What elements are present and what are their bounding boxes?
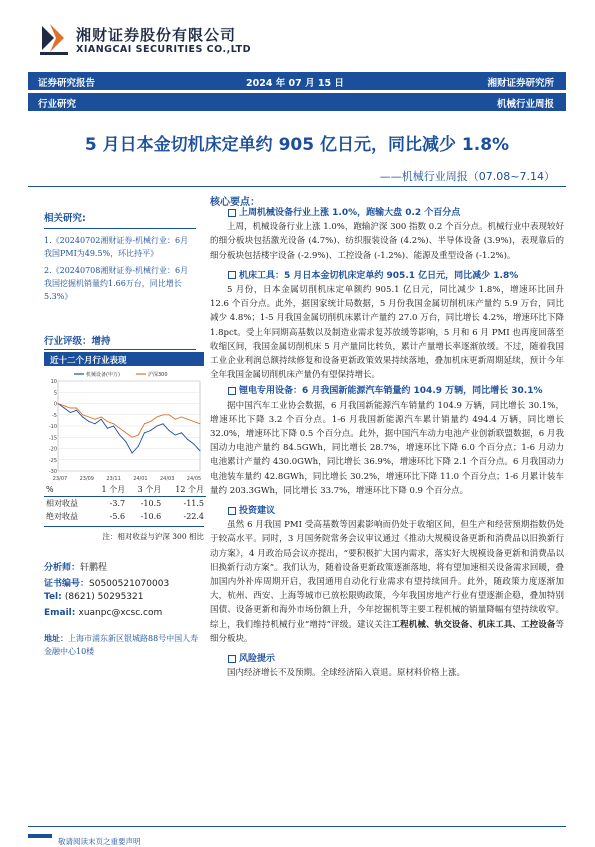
series-point — [181, 432, 182, 433]
series-point — [200, 450, 201, 451]
section-heading-text: 锂电专用设备：6 月我国新能源汽车销量约 104.9 万辆，同比增长 30.1% — [239, 386, 543, 397]
series-point — [181, 417, 182, 418]
section-body-4 — [210, 518, 564, 646]
institute-name: 湘财证券研究所 — [487, 78, 554, 89]
y-tick-label: -15 — [48, 435, 57, 442]
category-label: 行业研究 — [38, 99, 77, 110]
report-title: 5 月日本金切机床定单约 905 亿日元，同比减少 1.8% — [84, 135, 510, 155]
section-heading-5 — [210, 652, 564, 666]
series-point — [95, 423, 96, 424]
series-point — [70, 408, 71, 409]
analyst-name: 轩鹏程 — [80, 563, 108, 573]
series-line — [58, 404, 200, 438]
email-line — [44, 608, 162, 618]
section-heading-3 — [210, 384, 564, 398]
series-point — [132, 453, 133, 454]
series-point — [88, 417, 89, 418]
perf-header-3m: 3 个月 — [127, 483, 163, 497]
section-heading-text: 上周机械设备行业上涨 1.0%，跑输大盘 0.2 个百分点 — [239, 208, 461, 218]
series-point — [132, 437, 133, 438]
related-divider — [44, 228, 196, 229]
address-block — [44, 632, 204, 658]
section-body-5: 国内经济增长不及预期。全球经济陷入衰退。原材料价格上涨。 — [227, 668, 466, 679]
y-tick-label: -5 — [52, 412, 57, 419]
series-point — [58, 403, 59, 404]
series-point — [156, 417, 157, 418]
cert-number: S0500521070003 — [89, 579, 170, 589]
related-item-1[interactable]: 1.《20240702湘财证券-机械行业：6月我国PMI为49.5%，环比持平》 — [44, 236, 189, 258]
x-tick-label: 24/01 — [133, 476, 148, 482]
email-address[interactable]: xuanpc@xcsc.com — [78, 608, 163, 618]
address-text: 上海市浦东新区银城路88号中国人寿金融中心10楼 — [44, 634, 199, 656]
series-point — [150, 421, 151, 422]
bullet-square-icon — [228, 507, 236, 515]
series-point — [76, 410, 77, 411]
series-point — [125, 432, 126, 433]
body-text: 等细分板块。 — [210, 619, 564, 644]
rating-divider — [44, 349, 196, 350]
series-point — [150, 430, 151, 431]
series-point — [193, 421, 194, 422]
perf-cell: -11.5 — [183, 499, 204, 508]
industry-performance-chart — [44, 367, 204, 483]
series-point — [138, 435, 139, 436]
y-tick-label: -10 — [48, 424, 57, 430]
rating-label: 行业评级：增持 — [44, 336, 111, 347]
section-heading-2 — [210, 269, 564, 283]
perf-cell: -5.6 — [109, 512, 126, 521]
legend-label: 沪深300 — [148, 372, 168, 378]
series-point — [200, 423, 201, 424]
series-point — [175, 435, 176, 436]
cert-line — [44, 576, 169, 589]
bullet-square-icon — [228, 655, 236, 663]
address-label: 地址： — [44, 633, 68, 643]
report-type: 证券研究报告 — [38, 78, 96, 89]
series-point — [70, 412, 71, 413]
series-point — [144, 423, 145, 424]
x-tick-label: 23/11 — [106, 476, 121, 482]
series-point — [101, 417, 102, 418]
series-point — [138, 446, 139, 447]
series-point — [95, 419, 96, 420]
section-heading-text: 风险提示 — [239, 654, 276, 665]
analyst-line — [44, 560, 107, 573]
company-logo-icon — [38, 22, 70, 58]
x-tick-label: 24/03 — [159, 476, 175, 482]
table-bottom-rule — [44, 526, 204, 527]
perf-row-label: 绝对收益 — [46, 512, 78, 521]
related-heading: 相关研究: — [44, 213, 86, 224]
perf-cell: -10.5 — [140, 499, 162, 508]
series-point — [125, 441, 126, 442]
perf-header-1m: 1 个月 — [91, 483, 127, 497]
performance-table — [44, 483, 206, 523]
y-tick-label: 5 — [53, 390, 57, 397]
title-divider — [28, 186, 566, 187]
footer-divider — [28, 826, 566, 827]
bullet-square-icon — [228, 209, 236, 217]
chart-heading: 近十二个月行业表现 — [50, 356, 127, 366]
section-heading-4 — [210, 504, 564, 518]
section-heading-text: 投资建议 — [239, 506, 276, 517]
y-tick-label: 10 — [50, 379, 57, 385]
performance-header-row — [44, 483, 206, 497]
body-emphasis: 工程机械、轨交设备、机床工具、工控设备 — [391, 619, 556, 630]
y-tick-label: -20 — [48, 446, 57, 453]
series-point — [64, 408, 65, 409]
series-point — [113, 423, 114, 424]
tel-line — [44, 592, 143, 602]
report-date: 2024 年 07 月 15 日 — [246, 78, 344, 89]
series-point — [82, 417, 83, 418]
perf-cell: -22.4 — [183, 512, 204, 521]
series-point — [156, 426, 157, 427]
series-point — [101, 419, 102, 420]
report-series: 机械行业周报 — [496, 99, 554, 110]
series-point — [82, 414, 83, 415]
series-point — [107, 428, 108, 429]
body-text: 虽然 6 月我国 PMI 受高基数等因素影响而仍处于收缩区间，但生产和经营预期指数仍处于较高水平。同时，3 月国务院常务会议审议通过《推动大规模设备更新和消费品以旧换新行动方案》，4 月政治局会议亦提出，“要积极扩大国内需求，落实好大规模设备更新和消费品以旧换新行动方案”。我们认为，随着设备更新政策逐渐落地，将有望加速相关设备需求回暖，叠加国内外补库周期开启，我国通用自动化行业需求有望持续回升。此外，随政策力度逐渐加大，杭州、西安、上海等城市已放松限购政策，今年我国房地产行业有望逐渐企稳，叠加特别国债、设备更新和海外市场份额上升，今年挖掘机等主要工程机械的销量降幅有望持续收窄。综上，我们维持机械行业“增持”评级。建议关注 — [210, 520, 564, 630]
bullet-square-icon — [228, 387, 236, 395]
bullet-square-icon — [228, 271, 236, 279]
header-band-top — [28, 72, 566, 90]
series-point — [119, 435, 120, 436]
footer-accent — [28, 834, 52, 838]
table-row — [44, 497, 206, 511]
tel-number: (8621) 50295321 — [64, 592, 144, 602]
series-point — [187, 439, 188, 440]
perf-cell: -10.6 — [140, 512, 162, 521]
related-item-2[interactable]: 2.《20240708湘财证券-机械行业：6月我国挖掘机销量约1.66万台，同比增长5.3%》 — [44, 266, 189, 301]
company-name-en: XIANGCAI SECURITIES CO.,LTD — [76, 44, 252, 55]
cert-label: 证书编号： — [44, 579, 90, 589]
perf-header-unit: % — [44, 483, 91, 497]
main-content — [210, 206, 564, 681]
tel-label: Tel: — [44, 592, 62, 602]
section-heading-text: 机床工具：5 月日本金切机床定单约 905.1 亿日元，同比减少 1.8% — [239, 270, 519, 281]
section-heading-1 — [210, 206, 564, 220]
section-body-3: 据中国汽车工业协会数据，6 月我国新能源汽车销量约 104.9 万辆，同比增长 30.1%，增速环比下降 3.2 个百分点。1-6 月我国新能源汽车累计销量约 494.4 万辆，同比增长 32.0%，增速环比下降 0.5 个百分点。此外，据中国汽车动力电池产业创新联盟数据，6 月我国动力电池产量约 84.5GWh，同比增长 28.7%，增速环比下降 6.0 个百分点；1-6 月动力电池累计产量约 430.0GWh，同比增长 36.9%，增速环比下降 2.1 个百分点。6 月我国动力电池装车量约 42.8GWh，同比增长 30.2%，增速环比下降 11.0 个百分点；1-6 月累计装车量约 203.3GWh，同比增长 33.7%，增速环比下降 0.9 个百分点。 — [210, 400, 564, 496]
x-tick-label: 24/05 — [186, 476, 202, 482]
perf-header-12m: 12 个月 — [163, 483, 206, 497]
series-point — [64, 405, 65, 406]
series-point — [113, 426, 114, 427]
series-point — [187, 419, 188, 420]
footer-disclaimer: 敬请阅读末页之重要声明 — [58, 837, 141, 846]
header-band-bottom — [28, 93, 566, 111]
perf-cell: -3.7 — [109, 499, 126, 508]
x-tick-label: 23/09 — [79, 476, 95, 482]
performance-note: 注：相对收益与沪深 300 相比 — [102, 532, 204, 541]
series-point — [76, 408, 77, 409]
perf-row-label: 相对收益 — [46, 499, 78, 508]
series-point — [175, 419, 176, 420]
series-point — [163, 414, 164, 415]
series-point — [163, 423, 164, 424]
series-point — [169, 430, 170, 431]
legend-label: 机械设备(申万) — [86, 372, 120, 378]
x-tick-label: 23/07 — [52, 476, 68, 482]
series-point — [107, 421, 108, 422]
series-point — [119, 428, 120, 429]
report-subtitle: ——机械行业周报（07.08~7.14） — [379, 170, 555, 183]
core-points-heading: 核心要点： — [210, 197, 260, 208]
section-body-2: 5 月份，日本金属切削机床定单额约 905.1 亿日元，同比减少 1.8%，增速环比回升 12.6 个百分点。此外，据国家统计局数据，5 月份我国金属切削机床产量约 5.9 万台，同比减少 4.8%；1-5 月我国金属切削机床累计产量约 27.0 万台，同比增长 4.2%，增速环比下降 1.8pct。受上年同期高基数以及制造业需求复苏放缓等影响，5 月和 6 月 PMI 也再度回落至收缩区间，我国金属切削机床 5 月产量同比转负，累计产量增长率逐渐放缓。不过，随着我国工业企业利润总额持续修复和设备更新政策效果持续落地，叠加机床更新周期延续，预计今年全年我国金属切削机床产量仍有望保持增长。 — [210, 285, 564, 381]
analyst-label: 分析师： — [44, 563, 81, 573]
y-tick-label: -25 — [48, 457, 57, 464]
series-point — [193, 444, 194, 445]
series-point — [144, 432, 145, 433]
table-row — [44, 510, 206, 523]
y-tick-label: -30 — [48, 469, 57, 475]
section-body-1: 上周，机械设备行业上涨 1.0%，跑输沪深 300 指数 0.2 个百分点。机械行业中表现较好的细分板块包括激光设备 (4.7%)、纺织服装设备 (4.2%)、半导体设备 (3.9%)，表现靠后的细分板块包括楼宇设备 (-2.9%)、工控设备 (-1.2%)、能源及重型设备 (-1.2%)。 — [210, 222, 564, 261]
email-label: Email: — [44, 608, 76, 618]
series-point — [88, 421, 89, 422]
company-name-cn: 湘财证券股份有限公司 — [76, 26, 237, 44]
series-point — [169, 414, 170, 415]
y-tick-label: 0 — [53, 401, 57, 408]
